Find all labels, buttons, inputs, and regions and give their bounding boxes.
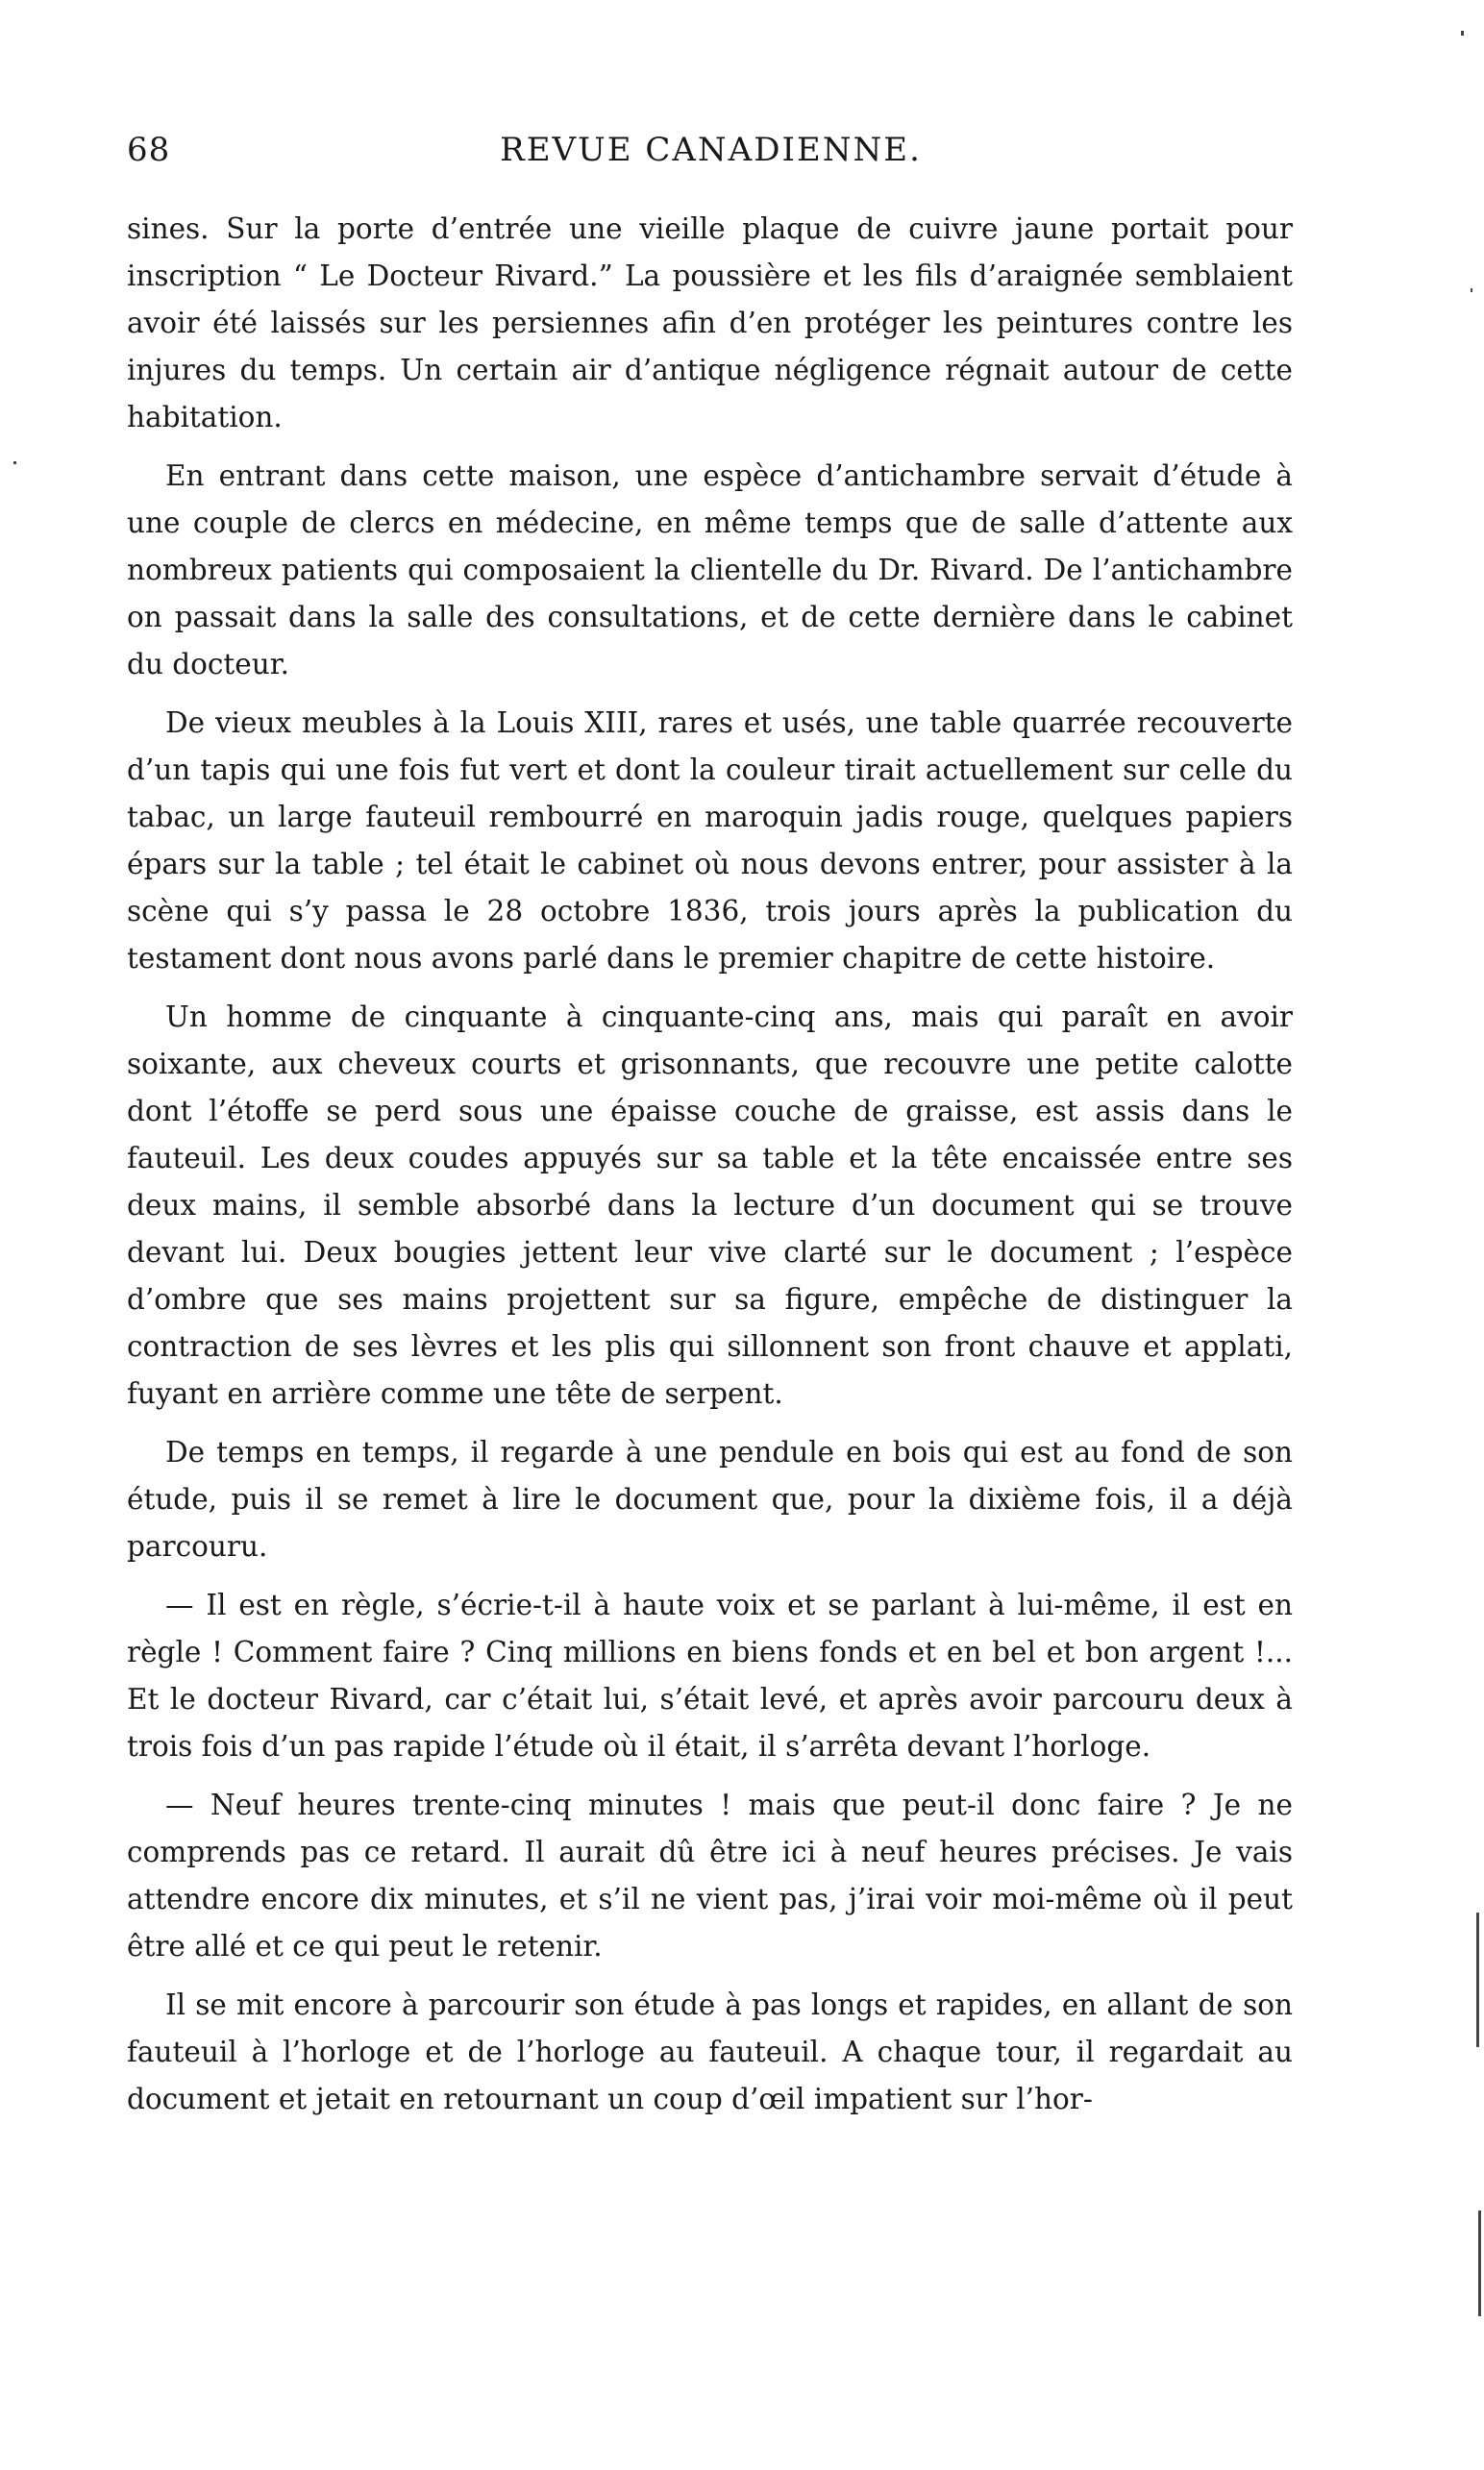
scan-mark — [1476, 1913, 1479, 2047]
paragraph: En entrant dans cette maison, une espèce d’antichambre servait d’étude à une couple de clercs en médecine, en même temps que de salle d’attente aux nombreux patients qui composaient la clientelle du Dr. Rivard. De l’antichambre on passait dans la salle des consultations, et de cette dernière dans le cabinet du docteur. — [127, 459, 1293, 680]
body-text — [127, 206, 1293, 2135]
paragraph: Il se mit encore à parcourir son étude à pas longs et rapides, en allant de son fauteuil à l’horloge et de l’horloge au fauteuil. A chaque tour, il regardait au document et jetait en retournant un coup d’œil impatient sur l’hor- — [127, 1988, 1293, 2115]
paragraph: — Il est en règle, s’écrie-t-il à haute voix et se parlant à lui-même, il est en règle ! Comment faire ? Cinq millions en biens fonds et en bel et bon argent !... Et le docteur Rivard, car c’était lui, s’était levé, et après avoir parcouru deux à trois fois d’un pas rapide l’étude où il était, il s’arrêta devant l’horloge. — [127, 1589, 1293, 1763]
page-number: 68 — [127, 131, 171, 169]
paragraph: Un homme de cinquante à cinquante-cinq ans, mais qui paraît en avoir soixante, aux cheveux courts et grisonnants, que recouvre une petite calotte dont l’étoffe se perd sous une épaisse couche de graisse, est assis dans le fauteuil. Les deux coudes appuyés sur sa table et la tête encaissée entre ses deux mains, il semble absorbé dans la lecture d’un document qui se trouve devant lui. Deux bougies jettent leur vive clarté sur le document ; l’espèce d’ombre que ses mains projettent sur sa figure, empêche de distinguer la contraction de ses lèvres et les plis qui sillonnent son front chauve et applati, fuyant en arrière comme une tête de serpent. — [127, 1000, 1293, 1410]
scan-mark — [13, 461, 16, 464]
page-header — [127, 131, 1295, 179]
paragraph: sines. Sur la porte d’entrée une vieille plaque de cuivre jaune portait pour inscription “ Le Docteur Rivard.” La poussière et les fils d’araignée semblaient avoir été laissés sur les persiennes afin d’en protéger les peintures contre les injures du temps. Un certain air d’antique négligence régnait autour de cette habitation. — [127, 212, 1293, 433]
paragraph: De temps en temps, il regarde à une pendule en bois qui est au fond de son étude, puis il se remet à lire le document que, pour la dixième fois, il a déjà parcouru. — [127, 1436, 1293, 1563]
scan-mark — [1478, 2211, 1481, 2316]
running-title: REVUE CANADIENNE. — [500, 131, 922, 169]
paragraph: De vieux meubles à la Louis XIII, rares et usés, une table quarrée recouverte d’un tapis qui une fois fut vert et dont la couleur tirait actuellement sur celle du tabac, un large fauteuil rembourré en maroquin jadis rouge, quelques papiers épars sur la table ; tel était le cabinet où nous devons entrer, pour assister à la scène qui s’y passa le 28 octobre 1836, trois jours après la publication du testament dont nous avons parlé dans le premier chapitre de cette histoire. — [127, 706, 1293, 975]
scan-mark — [1461, 31, 1464, 36]
scan-mark — [1471, 288, 1472, 292]
paragraph: — Neuf heures trente-cinq minutes ! mais que peut-il donc faire ? Je ne comprends pas ce retard. Il aurait dû être ici à neuf heures précises. Je vais attendre encore dix minutes, et s’il ne vient pas, j’irai voir moi-même où il peut être allé et ce qui peut le retenir. — [127, 1789, 1293, 1963]
